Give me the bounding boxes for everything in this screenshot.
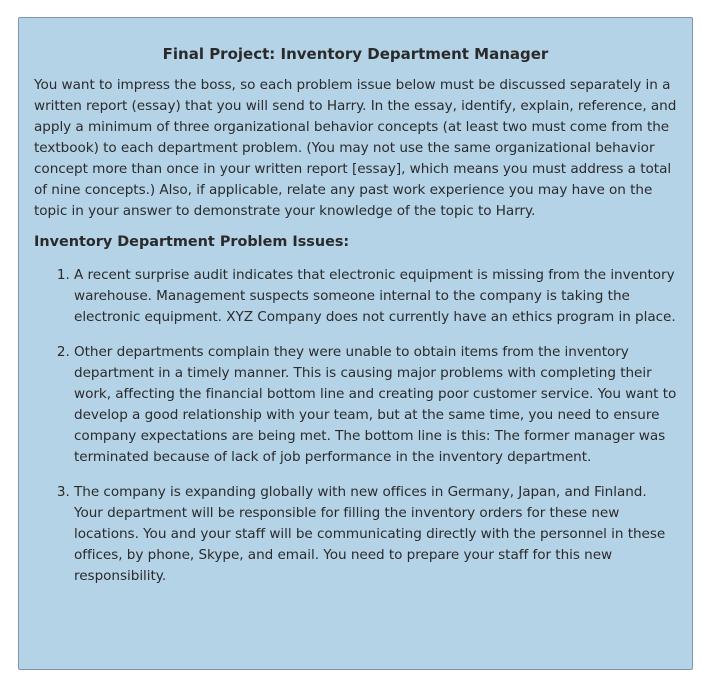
- list-item: 2. Other departments complain they were unable to obtain items from the inventory department in a timely manner. This is causing major problems with completing their work, affecting the financial bottom line and creating poor customer service. You want to develop a good relationship with your team, but at the same time, you need to ensure company expectations are being met. The bottom line is this: The former manager was terminated because of lack of job performance in the inventory department.: [74, 342, 677, 468]
- assignment-panel: [18, 17, 693, 670]
- issues-heading: Inventory Department Problem Issues:: [34, 234, 350, 250]
- list-item: 1. A recent surprise audit indicates that electronic equipment is missing from the inventory warehouse. Management suspects someone internal to the company is taking the electronic equipment. XYZ Company does not currently have an ethics program in place.: [74, 265, 677, 328]
- list-item: 3. The company is expanding globally with new offices in Germany, Japan, and Finland. Your department will be responsible for filling the inventory orders for these new locations. You and your staff will be communicating directly with the personnel in these offices, by phone, Skype, and email. You need to prepare your staff for this new responsibility.: [74, 482, 677, 587]
- issues-list: [34, 265, 677, 587]
- document-title: Final Project: Inventory Department Manager: [162, 45, 549, 63]
- intro-paragraph: You want to impress the boss, so each problem issue below must be discussed separately in a written report (essay) that you will send to Harry. In the essay, identify, explain, reference, and apply a minimum of three organizational behavior concepts (at least two must come from the textbook) to each department problem. (You may not use the same organizational behavior concept more than once in your written report [essay], which means you must address a total of nine concepts.) Also, if applicable, relate any past work experience you may have on the topic in your answer to demonstrate your knowledge of the topic to Harry.: [34, 77, 677, 219]
